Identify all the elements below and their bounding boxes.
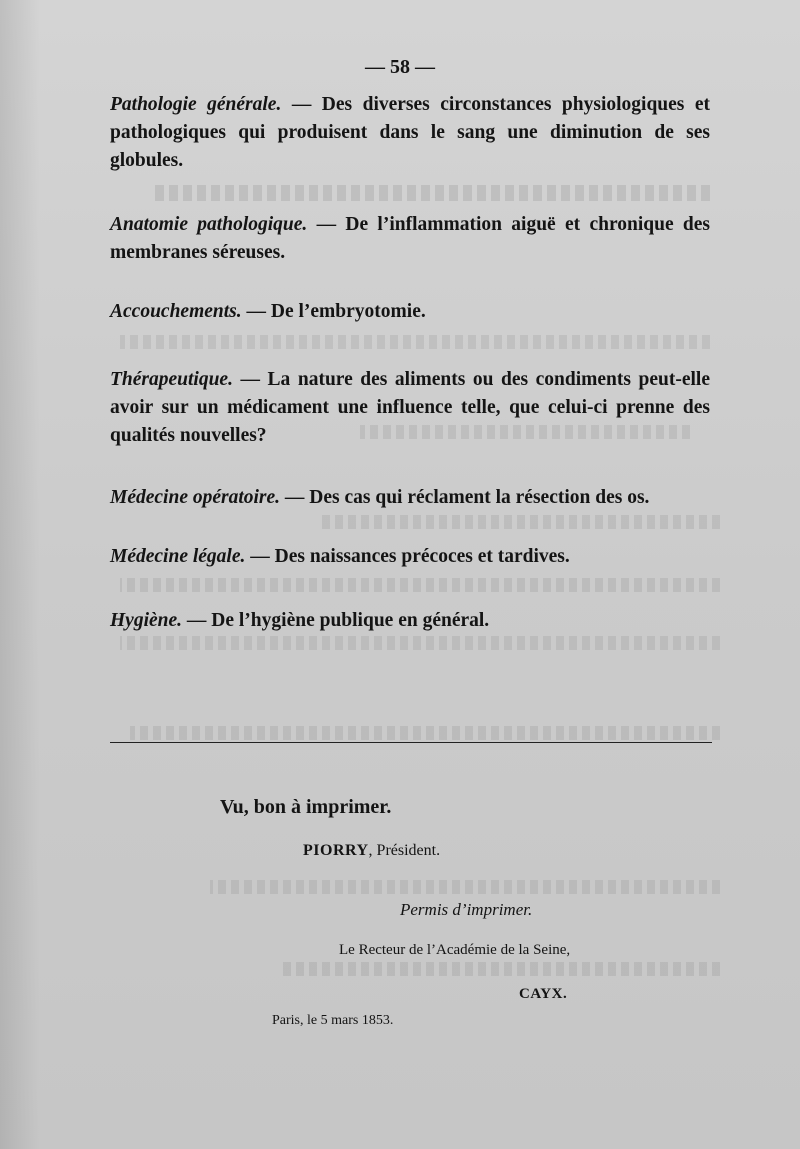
section-anatomie-pathologique — [110, 211, 710, 267]
president-name: PIORRY — [303, 842, 369, 859]
section-label: Hygiène. — [110, 610, 183, 631]
section-accouchements — [110, 298, 710, 326]
section-label: Accouchements. — [110, 301, 242, 322]
section-text: — Des naissances précoces et tardives. — [245, 546, 570, 567]
bleed-through-decoration — [120, 578, 720, 592]
section-text: — De l’hygiène publique en général. — [182, 610, 490, 631]
approval-permis: Permis d’imprimer. — [400, 900, 533, 919]
approval-date: Paris, le 5 mars 1853. — [272, 1013, 394, 1028]
section-hygiene — [110, 607, 710, 635]
bleed-through-decoration — [130, 726, 720, 740]
bleed-through-decoration — [120, 335, 710, 349]
section-pathologie-generale — [110, 91, 710, 175]
bleed-through-decoration — [150, 185, 710, 201]
section-text: — Des diverses circonstances physiologiques et pathologiques qui produisent dans le sang une diminution de ses globules. — [110, 94, 711, 171]
bleed-through-decoration — [120, 636, 720, 650]
section-text: — La nature des aliments ou des condiments peut-elle avoir sur un médicament une influence telle, que celui-ci prenne des qualités nouvelles? — [110, 369, 710, 446]
horizontal-rule — [110, 742, 712, 743]
section-text: — De l’embryotomie. — [241, 301, 426, 322]
section-medecine-operatoire — [110, 484, 710, 512]
page-edge-shadow — [0, 0, 40, 1149]
section-label: Anatomie pathologique. — [110, 214, 308, 235]
section-text: — De l’inflammation aiguë et chronique des membranes séreuses. — [110, 214, 710, 263]
page-number: — 58 — — [365, 56, 435, 78]
section-label: Pathologie générale. — [110, 94, 282, 115]
bleed-through-decoration — [280, 962, 720, 976]
section-label: Médecine légale. — [110, 546, 246, 567]
approval-cayx: CAYX. — [519, 986, 568, 1002]
approval-vu: Vu, bon à imprimer. — [220, 796, 392, 818]
approval-recteur: Le Recteur de l’Académie de la Seine, — [339, 942, 571, 958]
approval-president — [303, 842, 440, 860]
section-text: — Des cas qui réclament la résection des os. — [280, 487, 650, 508]
bleed-through-decoration — [320, 515, 720, 529]
section-label: Thérapeutique. — [110, 369, 233, 390]
president-title: , Président. — [368, 842, 441, 859]
bleed-through-decoration — [210, 880, 720, 894]
section-label: Médecine opératoire. — [110, 487, 281, 508]
section-medecine-legale — [110, 543, 710, 571]
section-therapeutique — [110, 366, 710, 450]
